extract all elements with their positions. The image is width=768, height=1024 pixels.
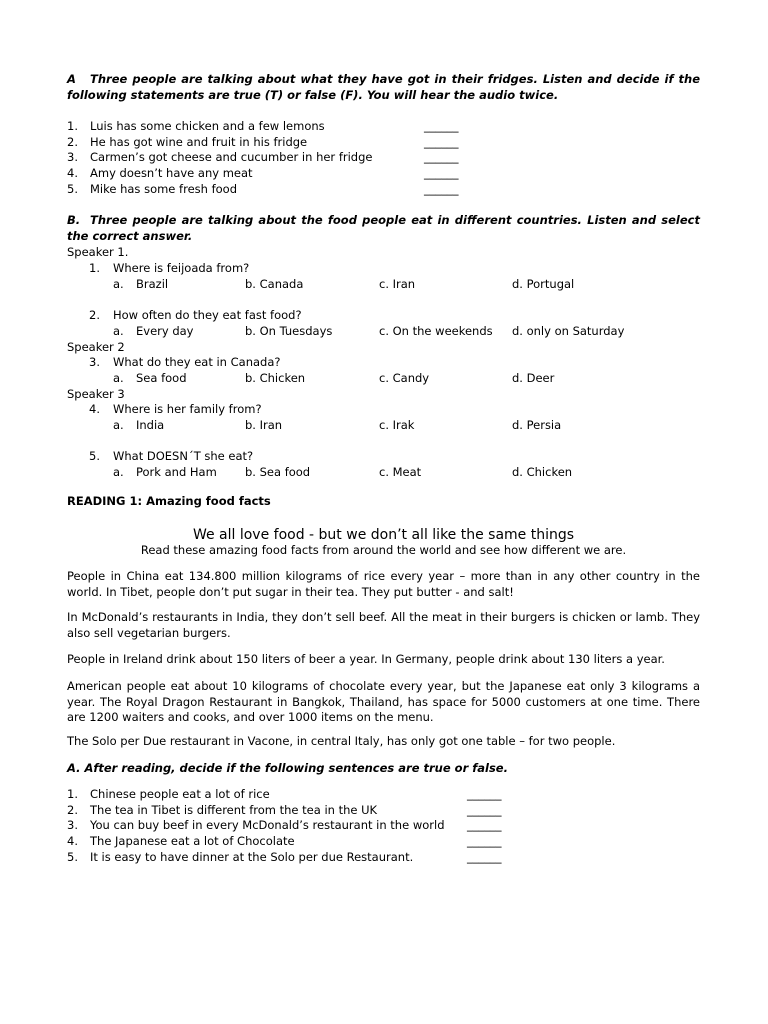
reading-title: We all love food - but we don’t all like the same things [192,527,575,543]
reading-subtitle: Read these amazing food facts from around the world and see how different we are. [140,543,627,557]
option-c[interactable]: c. Meat [379,465,422,479]
option-a[interactable]: Pork and Ham [136,465,217,479]
answer-blank[interactable]: ______ [467,849,502,864]
reading-paragraph: In McDonald’s restaurants in India, they don’t sell beef. All the meat in their burgers is chicken or lamb. They also sell vegetarian burgers. [67,610,700,640]
question-text: What DOESN´T she eat? [113,449,254,463]
option-a[interactable]: Brazil [136,277,169,291]
item-number: 5. [67,849,78,864]
option-b[interactable]: b. Canada [245,277,304,291]
option-b[interactable]: b. Sea food [245,465,311,479]
item-text: You can buy beef in every McDonald’s restaurant in the world [90,818,445,833]
item-text: He has got wine and fruit in his fridge [90,134,308,149]
option-d[interactable]: d. Deer [512,371,555,385]
option-a[interactable]: India [136,418,165,432]
question-text: Where is her family from? [113,402,262,416]
option-b[interactable]: b. Iran [245,418,283,432]
section-b-instruction-text: Three people are talking about the food people eat in different countries. Listen and select the correct answer. [67,213,700,243]
option-b[interactable]: b. On Tuesdays [245,324,333,338]
item-text: The Japanese eat a lot of Chocolate [90,834,295,849]
item-number: 1. [67,787,78,801]
section-a-label: A [67,72,76,86]
item-number: 5. [67,181,78,196]
option-a[interactable]: Every day [136,324,194,338]
option-a-marker: a. [113,371,124,385]
section-a-instruction [67,72,700,103]
option-a-marker: a. [113,277,124,291]
item-text: It is easy to have dinner at the Solo per due Restaurant. [90,849,414,864]
reading-paragraph: American people eat about 10 kilograms of chocolate every year, but the Japanese eat only 3 kilograms a year. The Royal Dragon Restaurant in Bangkok, Thailand, has space for 5000 customers at one time. There are 1200 waiters and cooks, and over 1000 items on the menu. [67,679,700,724]
item-number: 3. [67,818,78,833]
answer-blank[interactable]: ______ [424,181,459,196]
item-text: The tea in Tibet is different from the tea in the UK [90,802,378,817]
reading-heading: READING 1: Amazing food facts [67,494,271,508]
answer-blank[interactable]: ______ [467,802,502,817]
option-a-marker: a. [113,324,124,338]
item-number: 2. [67,802,78,817]
question-text: Where is feijoada from? [113,261,250,275]
option-c[interactable]: c. On the weekends [379,324,493,338]
answer-blank[interactable]: ______ [424,119,459,133]
section-a-instruction-text: Three people are talking about what they have got in their fridges. Listen and decide if the following statements are true (T) or false (F). You will hear the audio twice. [67,72,700,102]
item-number: 1. [67,119,78,133]
item-text: Luis has some chicken and a few lemons [90,119,325,133]
option-a-marker: a. [113,418,124,432]
item-text: Mike has some fresh food [90,181,237,196]
question-text: How often do they eat fast food? [113,308,302,322]
section-b-instruction [67,213,700,244]
reading-paragraph: People in China eat 134.800 million kilograms of rice every year – more than in any other country in the world. In Tibet, people don’t put sugar in their tea. They put butter - and salt! [67,569,700,599]
option-c[interactable]: c. Candy [379,371,430,385]
answer-blank[interactable]: ______ [467,787,502,801]
question-number: 2. [89,308,100,322]
option-d[interactable]: d. Portugal [512,277,575,291]
question-number: 5. [89,449,100,463]
answer-blank[interactable]: ______ [467,834,502,849]
reading-task-instruction: A. After reading, decide if the following sentences are true or false. [67,761,508,775]
item-text: Carmen’s got cheese and cucumber in her fridge [90,150,373,165]
speaker-2-label: Speaker 2 [67,340,125,354]
item-number: 4. [67,834,78,849]
question-number: 3. [89,355,100,369]
option-c[interactable]: c. Irak [379,418,415,432]
item-number: 2. [67,134,78,149]
item-text: Amy doesn’t have any meat [90,166,253,181]
item-text: Chinese people eat a lot of rice [90,787,270,801]
answer-blank[interactable]: ______ [424,134,459,149]
option-d[interactable]: d. only on Saturday [512,324,625,338]
option-b[interactable]: b. Chicken [245,371,306,385]
option-a-marker: a. [113,465,124,479]
option-c[interactable]: c. Iran [379,277,416,291]
question-number: 4. [89,402,100,416]
answer-blank[interactable]: ______ [424,166,459,181]
section-b-label: B. [67,213,81,227]
option-d[interactable]: d. Persia [512,418,562,432]
reading-paragraph: The Solo per Due restaurant in Vacone, in central Italy, has only got one table – for two people. [67,734,616,748]
answer-blank[interactable]: ______ [424,150,459,165]
question-number: 1. [89,261,100,275]
answer-blank[interactable]: ______ [467,818,502,833]
speaker-3-label: Speaker 3 [67,387,125,401]
option-d[interactable]: d. Chicken [512,465,573,479]
item-number: 4. [67,166,78,181]
question-text: What do they eat in Canada? [113,355,281,369]
item-number: 3. [67,150,78,165]
speaker-1-label: Speaker 1. [67,245,129,259]
option-a[interactable]: Sea food [136,371,187,385]
reading-paragraph: People in Ireland drink about 150 liters of beer a year. In Germany, people drink about 130 liters a year. [67,652,665,666]
